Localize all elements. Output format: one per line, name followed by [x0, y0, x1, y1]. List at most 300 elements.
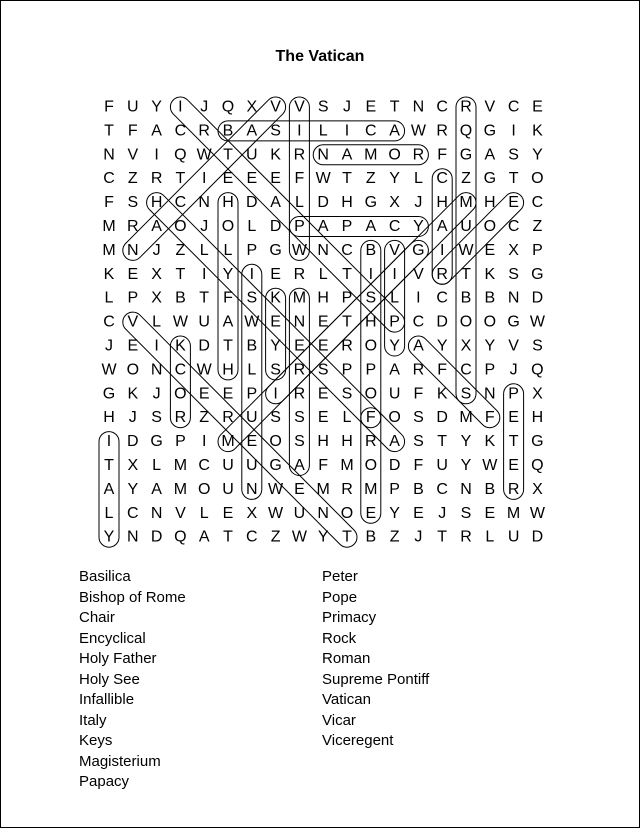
grid-letter[interactable]: J: [200, 98, 209, 116]
grid-letter[interactable]: Y: [436, 337, 448, 355]
grid-letter[interactable]: L: [199, 504, 209, 522]
grid-letter[interactable]: E: [317, 337, 329, 355]
grid-letter[interactable]: B: [175, 289, 186, 307]
grid-letter[interactable]: A: [103, 480, 115, 498]
grid-letter[interactable]: N: [198, 194, 210, 212]
grid-letter[interactable]: I: [154, 337, 159, 355]
grid-letter[interactable]: X: [508, 241, 519, 259]
grid-letter[interactable]: P: [127, 289, 139, 307]
grid-letter[interactable]: V: [294, 98, 305, 116]
grid-letter[interactable]: X: [532, 480, 543, 498]
grid-letter[interactable]: E: [127, 265, 139, 283]
grid-letter[interactable]: F: [413, 385, 424, 403]
grid-letter[interactable]: R: [436, 265, 448, 283]
grid-letter[interactable]: N: [317, 241, 329, 259]
grid-letter[interactable]: R: [341, 337, 353, 355]
grid-letter[interactable]: M: [506, 504, 521, 522]
grid-letter[interactable]: U: [246, 409, 258, 427]
grid-letter[interactable]: E: [317, 313, 329, 331]
grid-letter[interactable]: E: [222, 385, 234, 403]
grid-letter[interactable]: R: [460, 528, 472, 546]
grid-letter[interactable]: E: [365, 504, 377, 522]
grid-letter[interactable]: N: [127, 528, 139, 546]
grid-letter[interactable]: R: [174, 409, 187, 427]
grid-letter[interactable]: W: [196, 146, 212, 164]
grid-letter[interactable]: X: [246, 98, 258, 116]
grid-letter[interactable]: H: [150, 194, 163, 212]
grid-letter[interactable]: L: [152, 313, 162, 331]
grid-letter[interactable]: I: [439, 241, 445, 259]
grid-letter[interactable]: L: [318, 122, 328, 140]
grid-letter[interactable]: S: [508, 265, 519, 283]
grid-letter[interactable]: T: [389, 98, 400, 116]
grid-letter[interactable]: G: [412, 241, 425, 259]
grid-letter[interactable]: O: [364, 457, 378, 474]
grid-letter[interactable]: J: [414, 194, 423, 212]
grid-letter[interactable]: U: [388, 385, 401, 403]
grid-letter[interactable]: D: [269, 218, 282, 235]
grid-letter[interactable]: E: [508, 457, 519, 474]
grid-letter[interactable]: F: [437, 361, 448, 379]
grid-letter[interactable]: R: [293, 361, 306, 379]
grid-letter[interactable]: T: [223, 337, 233, 355]
grid-letter[interactable]: R: [150, 170, 163, 188]
grid-letter[interactable]: W: [529, 313, 545, 331]
grid-letter[interactable]: Y: [460, 433, 472, 451]
grid-letter[interactable]: Q: [531, 457, 544, 474]
grid-letter[interactable]: E: [198, 385, 210, 403]
grid-letter[interactable]: M: [364, 480, 378, 498]
grid-letter[interactable]: A: [389, 361, 400, 379]
grid-letter[interactable]: R: [127, 218, 139, 235]
grid-letter[interactable]: N: [246, 480, 258, 498]
grid-letter[interactable]: G: [269, 457, 282, 474]
grid-letter[interactable]: E: [270, 313, 281, 331]
grid-letter[interactable]: D: [436, 409, 448, 427]
grid-letter[interactable]: N: [484, 385, 496, 403]
grid-letter[interactable]: S: [413, 409, 424, 427]
grid-letter[interactable]: T: [342, 528, 352, 546]
grid-letter[interactable]: P: [246, 241, 258, 259]
grid-letter[interactable]: L: [104, 504, 114, 522]
grid-letter[interactable]: C: [198, 457, 210, 474]
grid-letter[interactable]: I: [511, 122, 516, 140]
grid-letter[interactable]: H: [317, 433, 329, 451]
grid-letter[interactable]: P: [508, 385, 519, 403]
grid-letter[interactable]: T: [461, 265, 471, 283]
grid-letter[interactable]: B: [413, 480, 424, 498]
grid-letter[interactable]: H: [317, 289, 329, 307]
grid-letter[interactable]: C: [388, 218, 401, 235]
grid-letter[interactable]: Y: [127, 480, 139, 498]
grid-letter[interactable]: R: [412, 361, 425, 379]
grid-letter[interactable]: V: [175, 504, 186, 522]
grid-letter[interactable]: W: [291, 241, 307, 259]
grid-letter[interactable]: K: [484, 433, 496, 451]
grid-letter[interactable]: G: [102, 385, 116, 403]
grid-letter[interactable]: C: [103, 313, 115, 331]
grid-letter[interactable]: R: [222, 409, 234, 427]
grid-letter[interactable]: N: [293, 313, 306, 331]
grid-letter[interactable]: L: [104, 289, 114, 307]
grid-letter[interactable]: H: [531, 409, 544, 427]
grid-letter[interactable]: K: [436, 385, 448, 403]
grid-letter[interactable]: R: [412, 146, 425, 164]
grid-letter[interactable]: L: [294, 194, 304, 212]
grid-letter[interactable]: Z: [270, 528, 281, 546]
grid-letter[interactable]: O: [340, 504, 354, 522]
grid-letter[interactable]: L: [485, 528, 495, 546]
grid-letter[interactable]: L: [223, 241, 233, 259]
grid-letter[interactable]: M: [459, 194, 473, 212]
grid-letter[interactable]: O: [364, 385, 378, 403]
grid-letter[interactable]: Z: [199, 409, 210, 427]
grid-letter[interactable]: T: [104, 122, 114, 140]
grid-letter[interactable]: A: [389, 433, 400, 451]
grid-letter[interactable]: L: [247, 361, 257, 379]
grid-letter[interactable]: M: [173, 457, 188, 474]
grid-letter[interactable]: A: [436, 218, 448, 235]
grid-letter[interactable]: M: [102, 241, 116, 259]
grid-letter[interactable]: G: [150, 433, 163, 451]
grid-letter[interactable]: X: [460, 337, 472, 355]
grid-letter[interactable]: B: [460, 289, 472, 307]
grid-letter[interactable]: Y: [413, 218, 424, 235]
grid-letter[interactable]: H: [436, 194, 448, 212]
grid-letter[interactable]: J: [414, 528, 423, 546]
grid-letter[interactable]: I: [201, 170, 207, 188]
grid-letter[interactable]: L: [318, 265, 328, 283]
grid-letter[interactable]: U: [293, 504, 306, 522]
grid-letter[interactable]: C: [531, 194, 544, 212]
grid-letter[interactable]: S: [341, 385, 353, 403]
grid-letter[interactable]: W: [268, 504, 284, 522]
grid-letter[interactable]: D: [531, 528, 544, 546]
grid-letter[interactable]: E: [222, 170, 234, 188]
grid-letter[interactable]: S: [270, 361, 281, 379]
grid-letter[interactable]: Y: [270, 337, 281, 355]
grid-letter[interactable]: K: [103, 265, 115, 283]
grid-letter[interactable]: W: [244, 313, 260, 331]
grid-letter[interactable]: I: [344, 122, 350, 140]
grid-letter[interactable]: F: [365, 409, 376, 427]
grid-letter[interactable]: G: [531, 433, 544, 451]
grid-letter[interactable]: U: [198, 313, 210, 331]
grid-letter[interactable]: W: [315, 170, 331, 188]
grid-letter[interactable]: P: [246, 385, 258, 403]
grid-letter[interactable]: I: [297, 122, 302, 140]
grid-letter[interactable]: L: [247, 218, 257, 235]
grid-letter[interactable]: R: [293, 265, 306, 283]
grid-letter[interactable]: S: [365, 289, 377, 307]
grid-letter[interactable]: L: [342, 409, 352, 427]
grid-letter[interactable]: E: [365, 98, 377, 116]
grid-letter[interactable]: D: [150, 528, 163, 546]
grid-letter[interactable]: A: [222, 313, 234, 331]
grid-letter[interactable]: U: [436, 457, 448, 474]
grid-letter[interactable]: J: [128, 409, 137, 427]
grid-letter[interactable]: R: [293, 385, 306, 403]
grid-letter[interactable]: K: [175, 337, 186, 355]
grid-letter[interactable]: G: [269, 241, 282, 259]
grid-letter[interactable]: C: [507, 218, 520, 235]
grid-letter[interactable]: R: [365, 433, 377, 451]
grid-letter[interactable]: E: [270, 170, 281, 188]
grid-letter[interactable]: P: [484, 361, 496, 379]
grid-letter[interactable]: V: [389, 241, 400, 259]
grid-letter[interactable]: L: [199, 241, 209, 259]
grid-letter[interactable]: B: [484, 289, 496, 307]
grid-letter[interactable]: G: [507, 313, 520, 331]
grid-letter[interactable]: R: [341, 480, 353, 498]
grid-letter[interactable]: Z: [127, 170, 138, 188]
grid-letter[interactable]: U: [127, 98, 139, 116]
grid-letter[interactable]: G: [483, 122, 497, 140]
grid-letter[interactable]: O: [459, 313, 473, 331]
grid-letter[interactable]: F: [104, 98, 114, 116]
grid-letter[interactable]: V: [270, 98, 281, 116]
grid-letter[interactable]: F: [294, 170, 305, 188]
grid-letter[interactable]: E: [508, 194, 519, 212]
grid-letter[interactable]: M: [173, 480, 188, 498]
grid-letter[interactable]: Y: [222, 265, 234, 283]
grid-letter[interactable]: D: [246, 194, 258, 212]
grid-letter[interactable]: I: [368, 265, 374, 283]
grid-letter[interactable]: R: [293, 146, 306, 164]
grid-letter[interactable]: T: [199, 289, 210, 307]
grid-letter[interactable]: O: [388, 146, 401, 164]
grid-letter[interactable]: T: [342, 265, 352, 283]
grid-letter[interactable]: A: [151, 218, 162, 235]
grid-letter[interactable]: C: [507, 98, 520, 116]
grid-letter[interactable]: U: [460, 218, 472, 235]
grid-letter[interactable]: Q: [531, 361, 544, 379]
grid-letter[interactable]: M: [102, 218, 116, 235]
grid-letter[interactable]: H: [341, 194, 353, 212]
grid-letter[interactable]: N: [103, 146, 115, 164]
grid-letter[interactable]: S: [508, 146, 519, 164]
grid-letter[interactable]: A: [270, 194, 281, 212]
grid-letter[interactable]: T: [508, 433, 519, 451]
grid-letter[interactable]: X: [532, 385, 543, 403]
grid-letter[interactable]: R: [436, 122, 448, 140]
grid-letter[interactable]: N: [150, 504, 163, 522]
grid-letter[interactable]: W: [291, 528, 307, 546]
grid-letter[interactable]: W: [529, 504, 545, 522]
grid-letter[interactable]: D: [127, 433, 139, 451]
grid-letter[interactable]: E: [270, 265, 281, 283]
grid-letter[interactable]: K: [484, 265, 496, 283]
grid-letter[interactable]: D: [198, 337, 210, 355]
grid-letter[interactable]: S: [246, 289, 258, 307]
grid-letter[interactable]: Q: [459, 122, 473, 140]
grid-letter[interactable]: H: [222, 194, 234, 212]
grid-letter[interactable]: R: [198, 122, 210, 140]
grid-letter[interactable]: E: [222, 504, 234, 522]
grid-letter[interactable]: O: [483, 218, 497, 235]
grid-letter[interactable]: A: [151, 122, 162, 140]
grid-letter[interactable]: S: [294, 433, 305, 451]
grid-letter[interactable]: Y: [460, 457, 472, 474]
grid-letter[interactable]: P: [294, 218, 305, 235]
grid-letter[interactable]: T: [437, 528, 448, 546]
grid-letter[interactable]: U: [222, 457, 234, 474]
grid-letter[interactable]: A: [341, 146, 353, 164]
grid-letter[interactable]: P: [365, 361, 377, 379]
grid-letter[interactable]: E: [532, 98, 543, 116]
grid-letter[interactable]: G: [483, 170, 497, 188]
grid-letter[interactable]: T: [175, 265, 186, 283]
grid-letter[interactable]: C: [246, 528, 258, 546]
grid-letter[interactable]: W: [482, 457, 498, 474]
grid-letter[interactable]: I: [154, 146, 159, 164]
grid-letter[interactable]: T: [342, 170, 352, 188]
grid-letter[interactable]: N: [412, 98, 425, 116]
grid-letter[interactable]: A: [246, 122, 258, 140]
grid-letter[interactable]: N: [460, 480, 472, 498]
grid-letter[interactable]: J: [509, 361, 518, 379]
grid-letter[interactable]: G: [364, 194, 378, 212]
grid-letter[interactable]: L: [390, 289, 400, 307]
grid-letter[interactable]: S: [460, 385, 472, 403]
grid-letter[interactable]: F: [437, 146, 448, 164]
grid-letter[interactable]: W: [172, 313, 188, 331]
grid-letter[interactable]: W: [101, 361, 117, 379]
grid-letter[interactable]: S: [460, 504, 472, 522]
grid-letter[interactable]: C: [365, 122, 377, 140]
grid-letter[interactable]: A: [389, 122, 400, 140]
grid-letter[interactable]: N: [317, 146, 329, 164]
grid-letter[interactable]: S: [270, 409, 281, 427]
grid-letter[interactable]: A: [484, 146, 496, 164]
grid-letter[interactable]: S: [532, 337, 543, 355]
grid-letter[interactable]: P: [341, 361, 353, 379]
grid-letter[interactable]: D: [436, 313, 448, 331]
grid-letter[interactable]: C: [412, 313, 425, 331]
grid-letter[interactable]: O: [531, 170, 544, 188]
grid-letter[interactable]: Y: [389, 170, 400, 188]
grid-letter[interactable]: F: [104, 194, 114, 212]
grid-letter[interactable]: J: [152, 241, 161, 259]
grid-letter[interactable]: O: [269, 433, 282, 451]
grid-letter[interactable]: J: [438, 504, 447, 522]
grid-letter[interactable]: J: [152, 385, 161, 403]
grid-letter[interactable]: O: [483, 313, 497, 331]
grid-letter[interactable]: L: [413, 170, 423, 188]
grid-letter[interactable]: C: [341, 241, 353, 259]
grid-letter[interactable]: S: [317, 361, 329, 379]
grid-letter[interactable]: W: [458, 241, 474, 259]
grid-letter[interactable]: M: [459, 409, 473, 427]
grid-letter[interactable]: B: [484, 480, 496, 498]
grid-letter[interactable]: E: [484, 504, 496, 522]
grid-letter[interactable]: C: [436, 98, 448, 116]
grid-letter[interactable]: R: [460, 98, 472, 116]
grid-letter[interactable]: F: [223, 289, 233, 307]
grid-letter[interactable]: Z: [365, 170, 376, 188]
grid-letter[interactable]: E: [484, 241, 496, 259]
grid-letter[interactable]: S: [151, 409, 162, 427]
grid-letter[interactable]: H: [103, 409, 115, 427]
grid-letter[interactable]: W: [196, 361, 212, 379]
grid-letter[interactable]: H: [341, 433, 353, 451]
grid-letter[interactable]: A: [294, 457, 305, 474]
grid-letter[interactable]: T: [342, 313, 352, 331]
grid-letter[interactable]: C: [174, 122, 187, 140]
grid-letter[interactable]: Y: [151, 98, 162, 116]
grid-letter[interactable]: V: [127, 146, 139, 164]
grid-letter[interactable]: F: [127, 122, 138, 140]
grid-letter[interactable]: N: [507, 289, 520, 307]
grid-letter[interactable]: A: [413, 337, 424, 355]
grid-letter[interactable]: U: [246, 146, 258, 164]
grid-letter[interactable]: N: [317, 504, 329, 522]
grid-letter[interactable]: I: [106, 433, 112, 451]
grid-letter[interactable]: R: [507, 480, 520, 498]
grid-letter[interactable]: G: [459, 146, 473, 164]
grid-letter[interactable]: P: [175, 433, 186, 451]
grid-letter[interactable]: M: [221, 433, 235, 451]
grid-letter[interactable]: M: [364, 146, 378, 164]
grid-letter[interactable]: O: [364, 337, 378, 355]
grid-letter[interactable]: P: [532, 241, 543, 259]
grid-letter[interactable]: C: [174, 361, 187, 379]
grid-letter[interactable]: E: [294, 337, 305, 355]
grid-letter[interactable]: J: [343, 98, 351, 116]
grid-letter[interactable]: I: [178, 98, 183, 116]
grid-letter[interactable]: B: [365, 528, 377, 546]
grid-letter[interactable]: V: [413, 265, 424, 283]
grid-letter[interactable]: E: [317, 409, 329, 427]
grid-letter[interactable]: E: [294, 480, 305, 498]
grid-letter[interactable]: E: [127, 337, 139, 355]
grid-letter[interactable]: I: [392, 265, 397, 283]
grid-letter[interactable]: Z: [461, 170, 471, 188]
grid-letter[interactable]: S: [127, 194, 139, 212]
grid-letter[interactable]: Z: [532, 218, 543, 235]
grid-letter[interactable]: Z: [389, 528, 400, 546]
grid-letter[interactable]: O: [174, 218, 187, 235]
grid-letter[interactable]: K: [127, 385, 139, 403]
grid-letter[interactable]: O: [126, 361, 140, 379]
grid-letter[interactable]: K: [532, 122, 543, 140]
grid-letter[interactable]: M: [340, 457, 354, 474]
grid-letter[interactable]: A: [198, 528, 210, 546]
grid-letter[interactable]: E: [246, 170, 258, 188]
grid-letter[interactable]: J: [105, 337, 113, 355]
grid-letter[interactable]: D: [388, 457, 401, 474]
grid-letter[interactable]: P: [389, 313, 400, 331]
grid-letter[interactable]: I: [416, 289, 421, 307]
grid-letter[interactable]: S: [270, 122, 281, 140]
grid-letter[interactable]: Q: [221, 98, 235, 116]
grid-letter[interactable]: I: [201, 265, 207, 283]
grid-letter[interactable]: S: [413, 433, 424, 451]
grid-letter[interactable]: E: [413, 504, 424, 522]
grid-letter[interactable]: Y: [389, 337, 400, 355]
grid-letter[interactable]: I: [249, 265, 255, 283]
grid-letter[interactable]: T: [437, 433, 448, 451]
grid-letter[interactable]: D: [531, 289, 544, 307]
grid-letter[interactable]: P: [341, 289, 353, 307]
grid-letter[interactable]: T: [223, 146, 233, 164]
grid-letter[interactable]: V: [484, 98, 496, 116]
grid-letter[interactable]: G: [531, 265, 544, 283]
grid-letter[interactable]: O: [221, 218, 235, 235]
grid-letter[interactable]: E: [508, 409, 519, 427]
grid-letter[interactable]: S: [294, 409, 305, 427]
grid-letter[interactable]: I: [273, 385, 278, 403]
